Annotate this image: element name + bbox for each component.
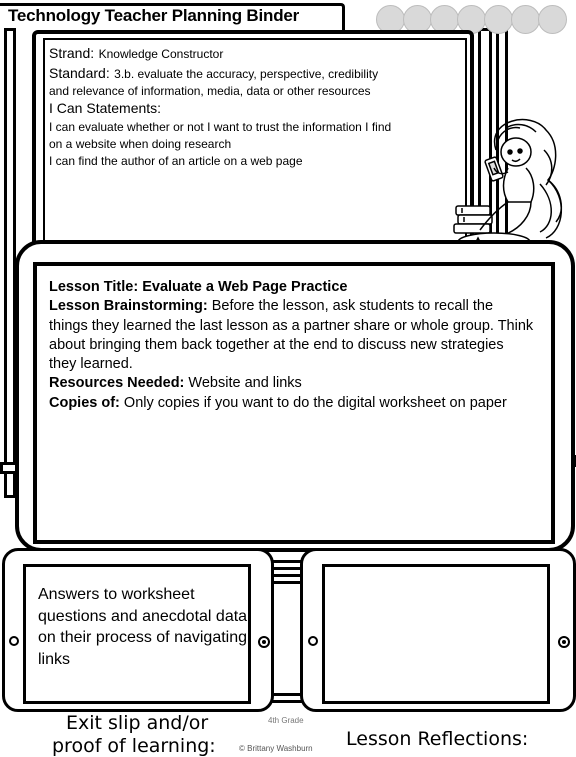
reflections-caption: Lesson Reflections: xyxy=(346,728,529,750)
copies-label: Copies of: xyxy=(49,394,120,411)
lesson-title-value: Evaluate a Web Page Practice xyxy=(142,279,348,295)
header-dot xyxy=(538,5,567,34)
strand-value: Knowledge Constructor xyxy=(98,47,224,61)
lesson-brainstorm-label: Lesson Brainstorming: xyxy=(49,298,208,315)
resources-value: Website and links xyxy=(188,375,302,392)
lesson-details xyxy=(49,278,534,413)
resources-row xyxy=(49,374,534,393)
home-button-dot xyxy=(562,640,566,644)
copies-row xyxy=(49,394,534,413)
header-dot xyxy=(484,5,513,34)
i-can-statement: on a website when doing research xyxy=(49,137,232,151)
exit-slip-caption-line1: Exit slip and/or xyxy=(66,712,209,734)
tablet-camera-icon xyxy=(308,636,318,646)
lesson-brainstorm-value: Before the lesson, ask students to recall the things they learned the last lesson as a partner share or whole group. Think about bringing them back together at the end to discuss new strategies they learned. xyxy=(49,298,534,373)
reflections-screen xyxy=(322,564,550,704)
lesson-brainstorm-row xyxy=(49,297,534,374)
standard-value-cont: and relevance of information, media, data or other resources xyxy=(49,84,371,98)
i-can-statement: I can find the author of an article on a web page xyxy=(49,154,303,168)
header-dot xyxy=(511,5,540,34)
home-button-dot xyxy=(262,640,266,644)
i-can-statement: I can evaluate whether or not I want to trust the information I find xyxy=(49,120,392,134)
exit-slip-text: Answers to worksheet questions and anecdotal data on their process of navigating links xyxy=(38,586,248,668)
strand-label: Strand: xyxy=(49,45,95,61)
lesson-title-row xyxy=(49,278,534,297)
standard-label: Standard: xyxy=(49,65,110,81)
standard-line xyxy=(49,65,378,83)
lesson-title-label: Lesson Title: xyxy=(49,279,139,295)
copies-value: Only copies if you want to do the digital worksheet on paper xyxy=(123,394,507,411)
standard-value: 3.b. evaluate the accuracy, perspective, credibility xyxy=(114,67,379,81)
i-can-label: I Can Statements: xyxy=(49,100,162,116)
grade-label: 4th Grade xyxy=(268,716,304,725)
copyright-credit: © Brittany Washburn xyxy=(239,744,313,753)
tablet-camera-icon xyxy=(9,636,19,646)
page-title: Technology Teacher Planning Binder xyxy=(8,6,300,25)
strand-line xyxy=(49,45,223,63)
resources-label: Resources Needed: xyxy=(49,375,185,392)
girl-reading-illustration xyxy=(436,110,576,260)
exit-slip-caption-line2: proof of learning: xyxy=(52,735,216,757)
